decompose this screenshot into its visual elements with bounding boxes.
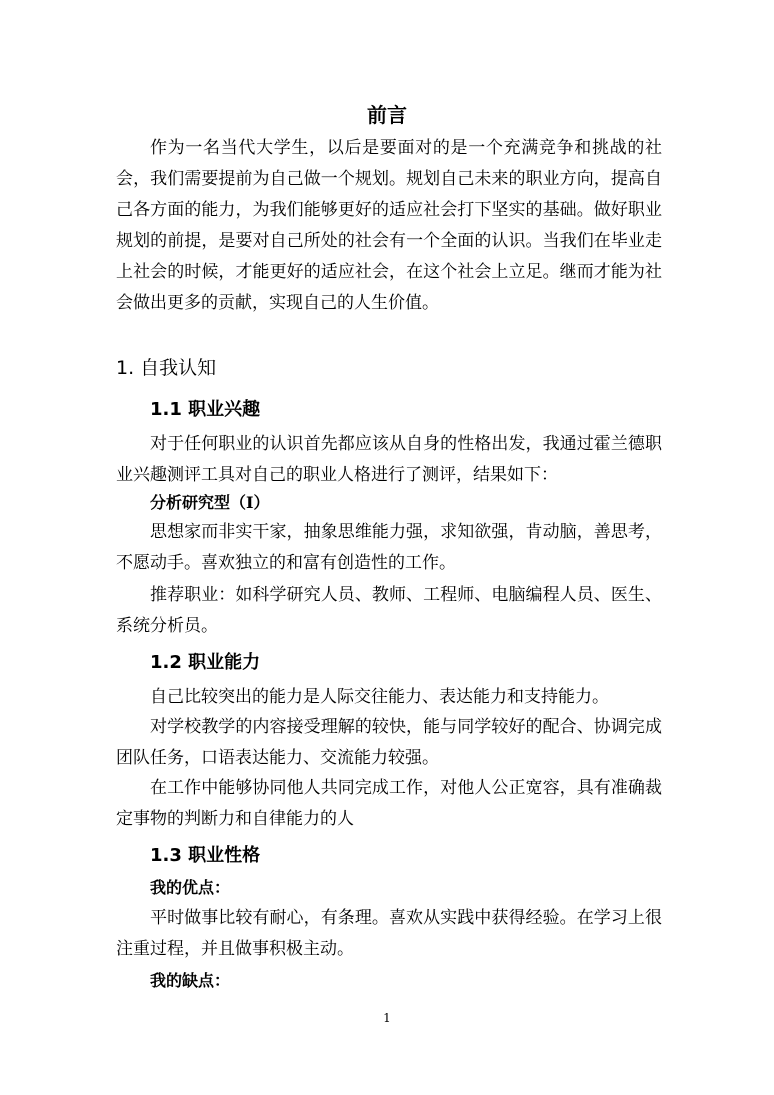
ability-paragraph-3: 在工作中能够协同他人共同完成工作，对他人公正宽容，具有准确裁定事物的判断力和自律能力的人 — [116, 778, 662, 829]
page-number: 1 — [383, 1011, 391, 1025]
section-heading-self-cognition: 1. 自我认知 — [116, 357, 217, 379]
preface-paragraph: 作为一名当代大学生，以后是要面对的是一个充满竞争和挑战的社会，我们需要提前为自己做一个规划。规划自己未来的职业方向，提高自己各方面的能力，为我们能够更好的适应社会打下坚实的基础。做好职业规划的前提，是要对自己所处的社会有一个全面的认识。当我们在毕业走上社会的时候，才能更好的适应社会，在这个社会上立足。继而才能为社会做出更多的贡献，实现自己的人生价值。 — [116, 138, 662, 313]
strengths-paragraph: 平时做事比较有耐心，有条理。喜欢从实践中获得经验。在学习上很注重过程，并且做事积极主动。 — [116, 908, 662, 959]
ability-paragraph-2: 对学校教学的内容接受理解的较快，能与同学较好的配合、协调完成团队任务，口语表达能力、交流能力较强。 — [116, 717, 662, 768]
weaknesses-label: 我的缺点： — [150, 971, 231, 990]
ability-paragraph-1: 自己比较突出的能力是人际交往能力、表达能力和支持能力。 — [150, 687, 609, 707]
interest-intro-paragraph: 对于任何职业的认识首先都应该从自身的性格出发，我通过霍兰德职业兴趣测评工具对自己的职业人格进行了测评，结果如下： — [116, 434, 662, 485]
strengths-label: 我的优点： — [150, 878, 231, 897]
subsection-heading-interest: 1.1 职业兴趣 — [150, 399, 261, 420]
page-title: 前言 — [367, 103, 407, 127]
subsection-heading-ability: 1.2 职业能力 — [150, 652, 261, 673]
personality-type-label: 分析研究型（I） — [150, 493, 270, 512]
subsection-heading-personality: 1.3 职业性格 — [150, 845, 261, 866]
personality-type-description: 思想家而非实干家，抽象思维能力强，求知欲强，肯动脑，善思考，不愿动手。喜欢独立的和富有创造性的工作。 — [116, 522, 662, 573]
recommended-careers-paragraph: 推荐职业：如科学研究人员、教师、工程师、电脑编程人员、医生、系统分析员。 — [116, 585, 662, 636]
